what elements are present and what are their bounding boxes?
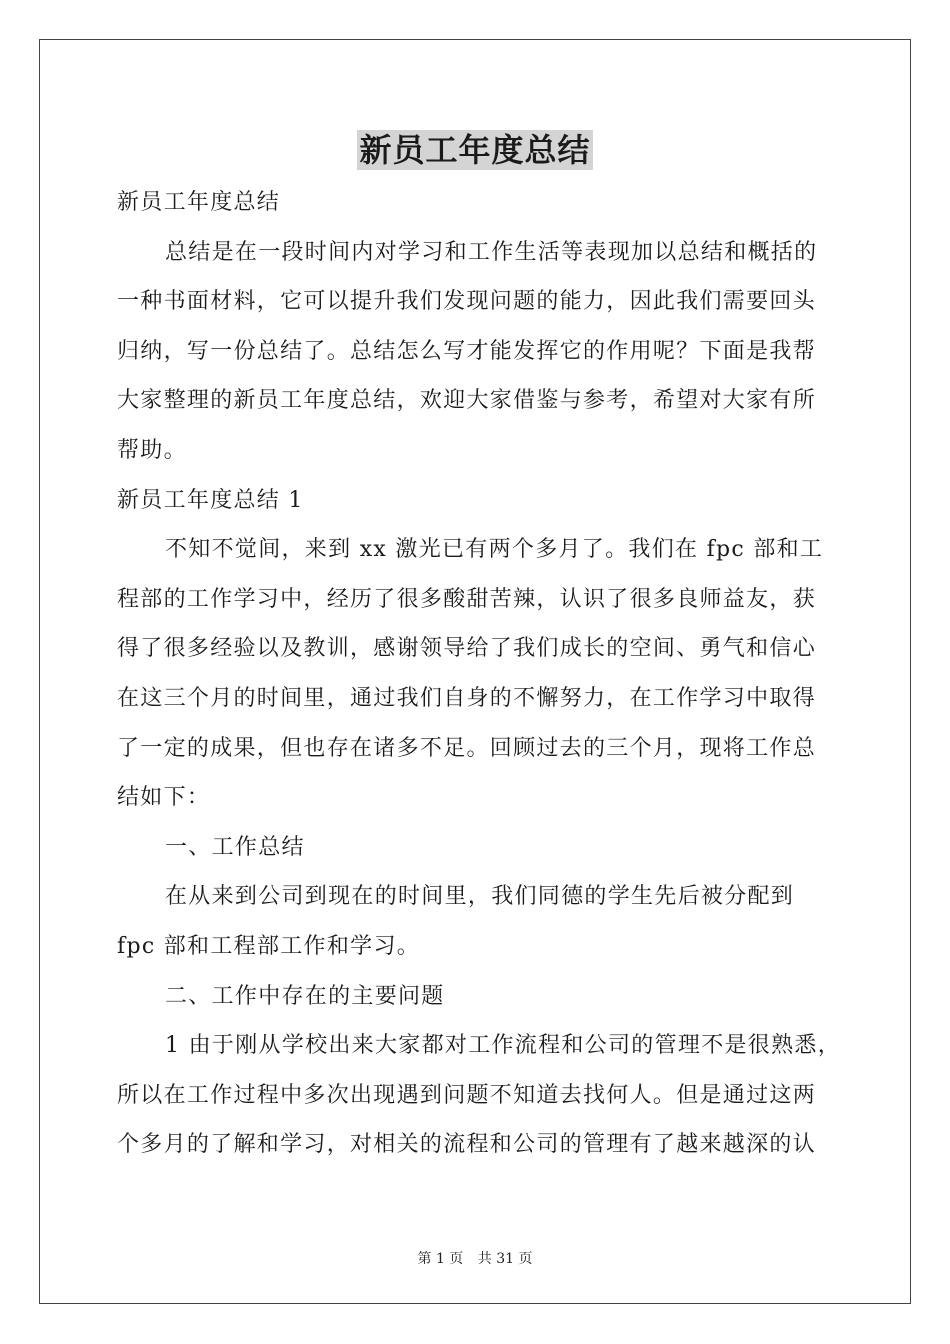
text-line: 新员工年度总结	[117, 190, 281, 215]
text-line: 1 由于刚从学校出来大家都对工作流程和公司的管理不是很熟悉，	[165, 1033, 841, 1059]
page-footer	[0, 1248, 950, 1268]
text-line: 归纳，写一份总结了。总结怎么写才能发挥它的作用呢？下面是我帮	[117, 338, 817, 364]
text-line: 在这三个月的时间里，通过我们自身的不懈努力，在工作学习中取得	[117, 685, 817, 711]
text-line: 不知不觉间，来到 xx 激光已有两个多月了。我们在 fpc 部和工	[165, 537, 824, 563]
text-line: 在从来到公司到现在的时间里，我们同德的学生先后被分配到	[165, 884, 795, 910]
text-line: 新员工年度总结 1	[117, 487, 304, 513]
document-title-text: 新员工年度总结	[359, 131, 591, 169]
document-body	[117, 178, 841, 1170]
text-line: 程部的工作学习中，经历了很多酸甜苦辣，认识了很多良师益友，获	[117, 586, 817, 612]
text-line: 一种书面材料，它可以提升我们发现问题的能力，因此我们需要回头	[117, 289, 817, 315]
text-line: 帮助。	[117, 437, 187, 463]
text-line: 结如下：	[117, 785, 211, 811]
text-line: 一、工作总结	[165, 834, 305, 860]
text-line: fpc 部和工程部工作和学习。	[117, 933, 421, 959]
text-line: 所以在工作过程中多次出现遇到问题不知道去找何人。但是通过这两	[117, 1082, 817, 1108]
text-line: 二、工作中存在的主要问题	[165, 983, 445, 1009]
text-line: 总结是在一段时间内对学习和工作生活等表现加以总结和概括的	[165, 239, 818, 265]
page-total: 共 31 页	[477, 1251, 533, 1267]
page-number: 第 1 页	[417, 1251, 464, 1267]
text-line: 了一定的成果，但也存在诸多不足。回顾过去的三个月，现将工作总	[117, 735, 817, 761]
text-line: 个多月的了解和学习，对相关的流程和公司的管理有了越来越深的认	[117, 1132, 817, 1158]
text-line: 大家整理的新员工年度总结，欢迎大家借鉴与参考，希望对大家有所	[117, 388, 817, 414]
document-title	[0, 130, 950, 170]
text-line: 得了很多经验以及教训，感谢领导给了我们成长的空间、勇气和信心	[117, 636, 817, 662]
